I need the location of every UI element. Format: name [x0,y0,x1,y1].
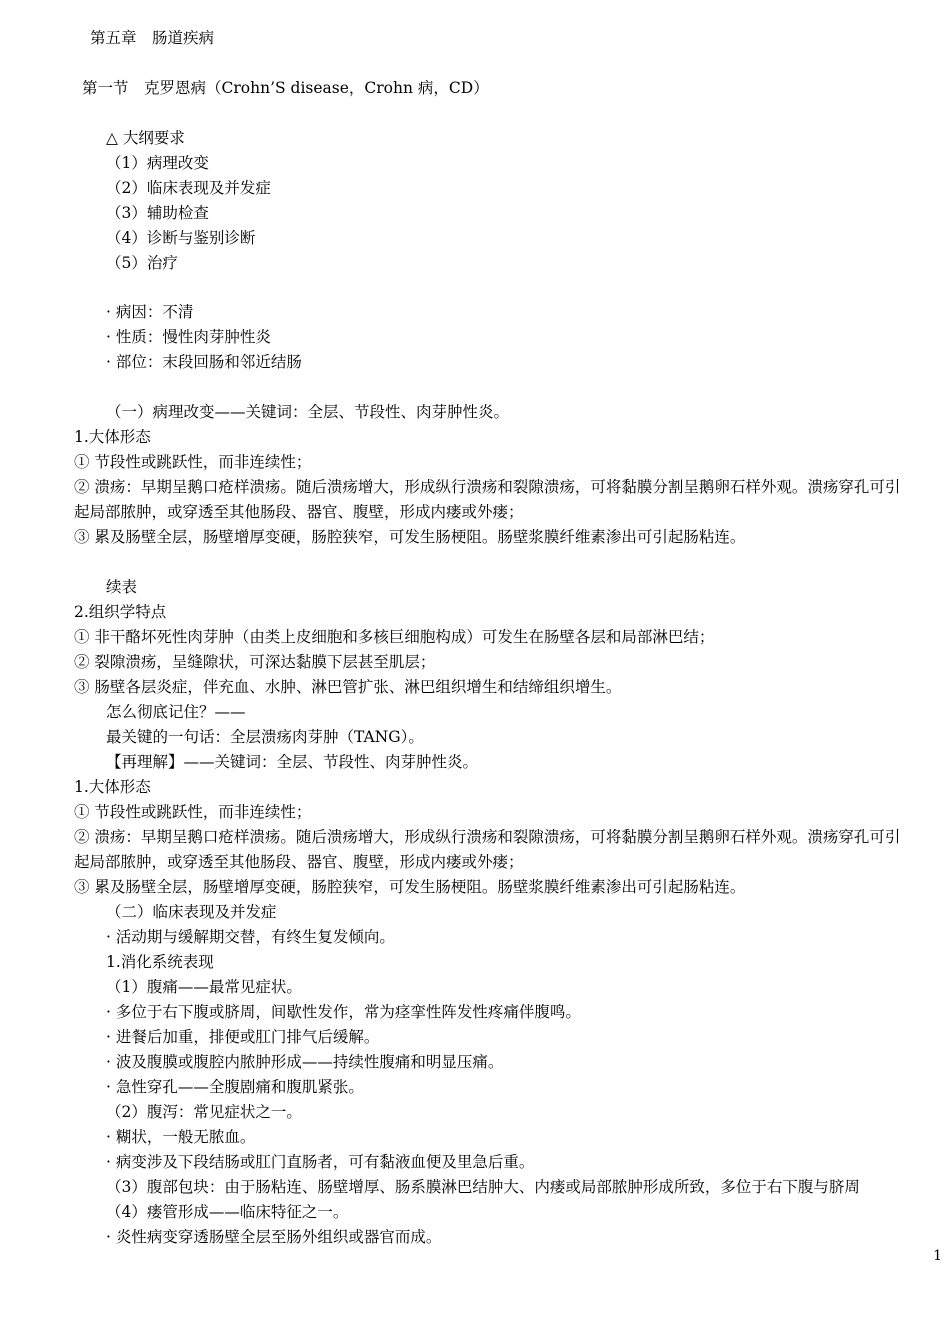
review-gross-item: ① 节段性或跳跃性，而非连续性； [74,803,312,821]
clinical-line: · 多位于右下腹或脐周，间歇性发作，常为痉挛性阵发性疼痛伴腹鸣。 [106,1003,581,1021]
histo-heading: 2.组织学特点 [74,603,167,621]
fact-cause: · 病因：不清 [106,303,194,321]
clinical-line: （1）腹痛——最常见症状。 [106,978,302,996]
review-gross-item: ③ 累及肠壁全层，肠壁增厚变硬，肠腔狭窄，可发生肠梗阻。肠壁浆膜纤维素渗出可引起肠粘连。 [74,878,746,896]
review-gross-item: ② 溃疡：早期呈鹅口疮样溃疡。随后溃疡增大，形成纵行溃疡和裂隙溃疡，可将黏膜分割呈鹅卵石样外观。溃疡穿孔可引 [74,828,901,846]
clinical-line: · 进餐后加重，排便或肛门排气后缓解。 [106,1028,380,1046]
pathology-heading: （一）病理改变——关键词：全层、节段性、肉芽肿性炎。 [106,403,510,421]
histo-item: ② 裂隙溃疡，呈缝隙状，可深达黏膜下层甚至肌层； [74,653,436,671]
memory-answer: 最关键的一句话：全层溃疡肉芽肿（TANG）。 [106,728,424,746]
clinical-line: （2）腹泻：常见症状之一。 [106,1103,302,1121]
clinical-line: · 急性穿孔——全腹剧痛和腹肌紧张。 [106,1078,364,1096]
gross-item: ③ 累及肠壁全层，肠壁增厚变硬，肠腔狭窄，可发生肠梗阻。肠壁浆膜纤维素渗出可引起肠粘连。 [74,528,746,546]
outline-item: （5）治疗 [106,254,178,272]
gross-item: ② 溃疡：早期呈鹅口疮样溃疡。随后溃疡增大，形成纵行溃疡和裂隙溃疡，可将黏膜分割呈鹅卵石样外观。溃疡穿孔可引 [74,478,901,496]
fact-location: · 部位：末段回肠和邻近结肠 [106,353,302,371]
clinical-line: · 糊状，一般无脓血。 [106,1128,256,1146]
gross-heading: 1.大体形态 [74,428,151,446]
chapter-title: 第五章 肠道疾病 [90,29,215,47]
review-heading: 【再理解】——关键词：全层、节段性、肉芽肿性炎。 [106,753,479,771]
clinical-line: （3）腹部包块：由于肠粘连、肠壁增厚、肠系膜淋巴结肿大、内瘘或局部脓肿形成所致，多位于右下腹与脐周 [106,1178,860,1196]
histo-item: ③ 肠壁各层炎症，伴充血、水肿、淋巴管扩张、淋巴组织增生和结缔组织增生。 [74,678,622,696]
clinical-line: · 病变涉及下段结肠或肛门直肠者，可有黏液血便及里急后重。 [106,1153,535,1171]
clinical-heading: （二）临床表现及并发症 [106,903,277,921]
gross-item: 起局部脓肿，或穿透至其他肠段、器官、腹壁，形成内瘘或外瘘； [74,503,524,521]
outline-heading: △ 大纲要求 [106,129,185,147]
histo-item: ① 非干酪坏死性肉芽肿（由类上皮细胞和多核巨细胞构成）可发生在肠壁各层和局部淋巴结； [74,628,715,646]
section-title: 第一节 克罗恩病（Crohn’S disease，Crohn 病，CD） [82,79,489,97]
outline-item: （3）辅助检查 [106,204,209,222]
memory-question: 怎么彻底记住？—— [106,703,246,721]
gross-item: ① 节段性或跳跃性，而非连续性； [74,453,312,471]
outline-item: （1）病理改变 [106,154,209,172]
clinical-line: （4）瘘管形成——临床特征之一。 [106,1203,349,1221]
fact-nature: · 性质：慢性肉芽肿性炎 [106,328,271,346]
digestive-heading: 1.消化系统表现 [106,953,214,971]
review-gross-heading: 1.大体形态 [74,778,151,796]
page-number: 1 [933,1248,942,1264]
clinical-line: · 炎性病变穿透肠壁全层至肠外组织或器官而成。 [106,1228,442,1246]
outline-item: （2）临床表现及并发症 [106,179,271,197]
review-gross-item: 起局部脓肿，或穿透至其他肠段、器官、腹壁，形成内瘘或外瘘； [74,853,524,871]
continued-label: 续表 [106,578,138,596]
clinical-line: · 波及腹膜或腹腔内脓肿形成——持续性腹痛和明显压痛。 [106,1053,504,1071]
clinical-course: · 活动期与缓解期交替，有终生复发倾向。 [106,928,395,946]
outline-item: （4）诊断与鉴别诊断 [106,229,256,247]
